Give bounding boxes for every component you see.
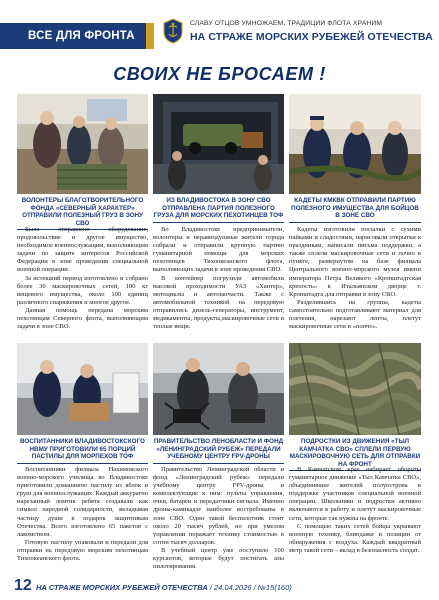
masthead-tagline: СЛАВУ ОТЦОВ УМНОЖАЕМ, ТРАДИЦИИ ФЛОТА ХРАНИМ bbox=[190, 20, 383, 27]
masthead-title: НА СТРАЖЕ МОРСКИХ РУБЕЖЕЙ ОТЕЧЕСТВА bbox=[190, 31, 433, 43]
section-banner: ВСЕ ДЛЯ ФРОНТА bbox=[0, 23, 146, 49]
article-4-caption: ВОСПИТАННИКИ ВЛАДИВОСТОКСКОГО НВМУ ПРИГОТОВИЛИ 65 ПОРЦИЙ ПАСТИЛЫ ДЛЯ МОРПЕХОВ ТОФ bbox=[17, 438, 148, 464]
article-1-paragraph: Данная помощь передана морским пехотинцам Северного флота, выполняющим задачи в зоне СВО. bbox=[17, 306, 148, 331]
article-4-body bbox=[17, 466, 148, 563]
article-2-paragraph: В контейнер погрузили автомобили высокой проходимости УАЗ «Хантер», мотоциклы и автозапчасти. Также с автомобильной техникой на передовую отправились дизель-генераторы, инструмент, медикаменты, продукты,маскировочные сети и теплые вещи. bbox=[153, 274, 284, 331]
article-3-caption: КАДЕТЫ КМКВК ОТПРАВИЛИ ПАРТИЮ ПОЛЕЗНОГО ИМУЩЕСТВА ДЛЯ БОЙЦОВ В ЗОНЕ СВО bbox=[289, 197, 421, 223]
article-4-paragraph: Воспитанники филиала Нахимовского военно-морского училища во Владивостоке приготовили домашнюю пастилу из яблок и груш для военнослужащих. Каждый аккуратно нарезанный ломтик ребята создавали как символ народной солидарности, вкладывая частицу души в подарок защитникам Отечества. Всего изготовлено 65 пакетов с лакомством. bbox=[17, 466, 148, 538]
article-2-paragraph: Во Владивостоке предприниматели, волонтеры и неравнодушные жители города собрали и отправили крупную партию гуманитарной помощи для морских пехотинцев Тихоокеанского флота, выполняющих задачи в зоне проведения СВО. bbox=[153, 226, 284, 274]
volunteers-photo bbox=[17, 94, 148, 194]
article-5-body bbox=[153, 466, 284, 571]
footer-info bbox=[36, 583, 292, 592]
camo-net-photo bbox=[289, 343, 421, 435]
article-6-paragraph: В Камчатском крае набирает обороты гуманитарное движение «Тыл Камчатка СВО», объединившее жителей полуострова в поддержке участников специальной военной операции. Школьники и подростки активно включаются в работу и плетут маскировочные сети, которые так нужны на фронте. bbox=[289, 466, 421, 522]
footer-issue-date: / 24.04.2026 / №15(160) bbox=[209, 583, 292, 592]
article-3-paragraph: Разделившись на группы, кадеты самостоятельно подготавливают материал для плетения, нарезают ленты, плетут маскировочные сети и «пончо». bbox=[289, 298, 421, 331]
footer-paper-name: НА СТРАЖЕ МОРСКИХ РУБЕЖЕЙ ОТЕЧЕСТВА bbox=[36, 583, 208, 592]
article-5-caption: ПРАВИТЕЛЬСТВО ЛЕНОБЛАСТИ И ФОНД «ЛЕНИНГРАДСКИЙ РУБЕЖ» ПЕРЕДАЛИ УЧЕБНОМУ ЦЕНТРУ FPV-ДРОНЫ bbox=[153, 438, 284, 464]
article-1-body bbox=[17, 226, 148, 331]
article-6-paragraph: С помощью таких сетей бойцы укрывают военную технику, блиндажи и позиции от обнаружения с воздуха. Каждый квадратный метр такой сети – вклад в безопасность солдат. bbox=[289, 522, 421, 554]
page-footer bbox=[0, 577, 439, 600]
cadets-photo bbox=[289, 94, 421, 194]
article-5-paragraph: Правительство Ленинградской области и фонд «Ленинградский рубеж» передали учебному центру FPV-дроны и комплектующие к ним: пульты управления, очки, батареи и передатчики сигнала. Именно дроны-камикадзе наиболее востребованы в зоне СВО. Один такой беспилотник стоит около 20 тысяч рублей, но при умелом управлении поражает технику стоимостью в сотни тысяч долларов. bbox=[153, 466, 284, 546]
page-headline: СВОИХ НЕ БРОСАЕМ ! bbox=[113, 64, 326, 84]
navy-emblem-icon bbox=[163, 18, 183, 44]
article-3-paragraph: Кадеты изготовили посылки с сухими пайками и сладостями, нарисовали открытки к праздникам, написали письма поддержки, а также сплели маскировочные сети и почно в пункте, развернутом на базе филиала Центрального военно-морского музея имени императора Петра Великого «Кронштадтская крепость» в Итальянском дворце г. Кронштадта для отправки в зону СВО. bbox=[289, 226, 421, 298]
pastila-photo bbox=[17, 343, 148, 435]
page-number: 12 bbox=[14, 577, 32, 594]
article-5-paragraph: В учебный центр уже поступило 100 курсантов, которые будут постигать азы пилотирования. bbox=[153, 546, 284, 571]
article-1-paragraph: Было отправлено оборудование, продовольствие и другое имущество, необходимое военнослужащим, выполняющим задачи по защите интересов Российской Федерации в зоне проведения специальной военной операции. bbox=[17, 226, 148, 274]
banner-stripe bbox=[146, 23, 154, 49]
drones-photo bbox=[153, 343, 284, 435]
article-1-paragraph: За истекший период изготовлено и собрано более 30 маскировочных сетей, 100 кг вещевого имущества, около 100 единиц различного снаряжения и многое другое. bbox=[17, 274, 148, 306]
article-6-caption: ПОДРОСТКИ ИЗ ДВИЖЕНИЯ «ТЫЛ КАМЧАТКА СВО» СПЛЕЛИ ПЕРВУЮ МАСКИРОВОЧНУЮ СЕТЬ ДЛЯ ОТПРАВКИ НА ФРОНТ bbox=[289, 438, 421, 471]
container-cargo-photo bbox=[153, 94, 284, 194]
article-6-body bbox=[289, 466, 421, 555]
article-2-caption: ИЗ ВЛАДИВОСТОКА В ЗОНУ СВО ОТПРАВЛЕНА ПАРТИЯ ПОЛЕЗНОГО ГРУЗА ДЛЯ МОРСКИХ ПЕХОТИНЦЕВ ТОФ bbox=[153, 197, 284, 223]
page-header bbox=[0, 0, 439, 54]
article-2-body bbox=[153, 226, 284, 331]
article-1-caption: ВОЛОНТЕРЫ БЛАГОТВОРИТЕЛЬНОГО ФОНДА «СЕВЕРНЫЙ ХАРАКТЕР» ОТПРАВИЛИ ПОЛЕЗНЫЙ ГРУЗ В ЗОНУ СВО bbox=[17, 197, 148, 230]
article-4-paragraph: Готовую пастилу упаковали и передали для отправки на передовую морским пехотинцам Тихоокеанского флота. bbox=[17, 538, 148, 563]
article-3-body bbox=[289, 226, 421, 331]
